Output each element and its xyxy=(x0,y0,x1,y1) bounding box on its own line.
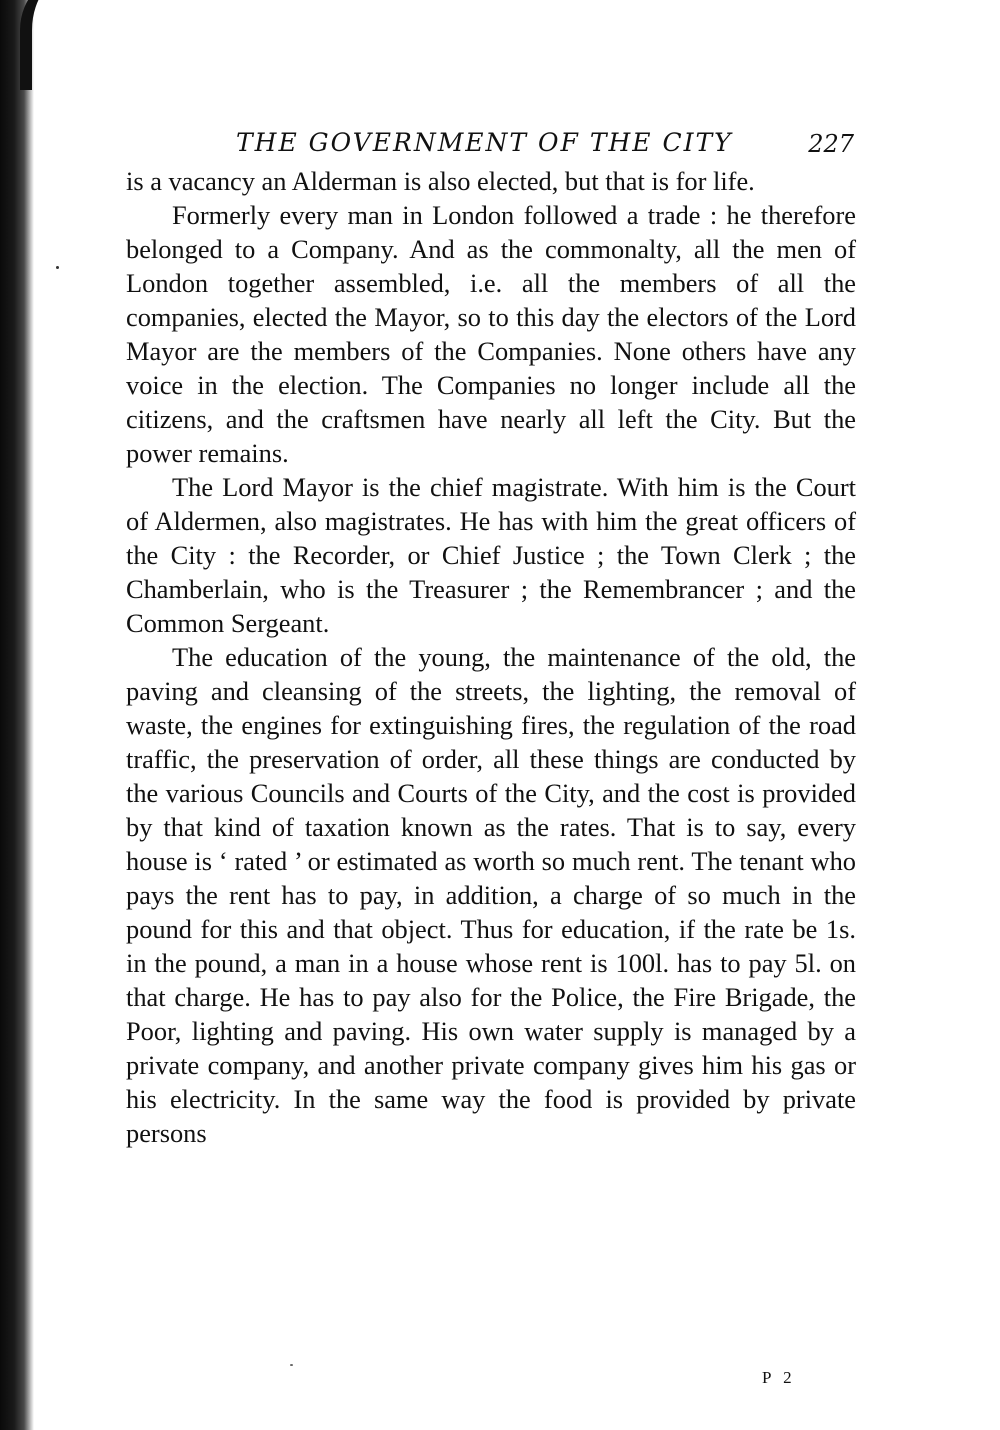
body-text xyxy=(126,164,856,1150)
paragraph-continuation: is a vacancy an Alderman is also elected, but that is for life. xyxy=(126,166,755,196)
running-head xyxy=(126,118,856,164)
paragraph: The education of the young, the maintenance of the old, the paving and cleansing of the streets, the lighting, the removal of waste, the engines for extinguishing fires, the regulation of the road traffic, the preservation of order, all these things are conducted by the various Councils and Courts of the City, and the cost is provided by that kind of taxation known as the rates. That is to say, every house is ‘ rated ’ or estimated as worth so much rent. The tenant who pays the rent has to pay, in addition, a charge of so much in the pound for this and that object. Thus for education, if the rate be 1s. in the pound, a man in a house whose rent is 100l. has to pay 5l. on that charge. He has to pay also for the Police, the Fire Brigade, the Poor, lighting and paving. His own water supply is managed by a private company, and another private company gives him his gas or his electricity. In the same way the food is provided by private persons xyxy=(126,642,856,1148)
paragraph: The Lord Mayor is the chief magistrate. With him is the Court of Aldermen, also magistrates. He has with him the great officers of the City : the Recorder, or Chief Justice ; the Town Clerk ; the Chamberlain, who is the Treasurer ; the Remembrancer ; and the Common Sergeant. xyxy=(126,472,856,638)
signature-mark: P 2 xyxy=(762,1368,796,1387)
binding-curve xyxy=(20,0,92,90)
running-title: THE GOVERNMENT OF THE CITY xyxy=(236,128,733,157)
scan-speck xyxy=(290,1364,293,1366)
book-page xyxy=(126,118,856,1150)
scan-speck xyxy=(56,266,59,269)
page-number: 227 xyxy=(808,130,854,158)
paragraph: Formerly every man in London followed a trade : he therefore belonged to a Company. And as the commonalty, all the men of London together assembled, i.e. all the members of all the companies, elected the Mayor, so to this day the electors of the Lord Mayor are the members of the Companies. None others have any voice in the election. The Companies no longer include all the citizens, and the craftsmen have nearly all left the City. But the power remains. xyxy=(126,200,856,468)
binding-edge xyxy=(0,0,34,1430)
